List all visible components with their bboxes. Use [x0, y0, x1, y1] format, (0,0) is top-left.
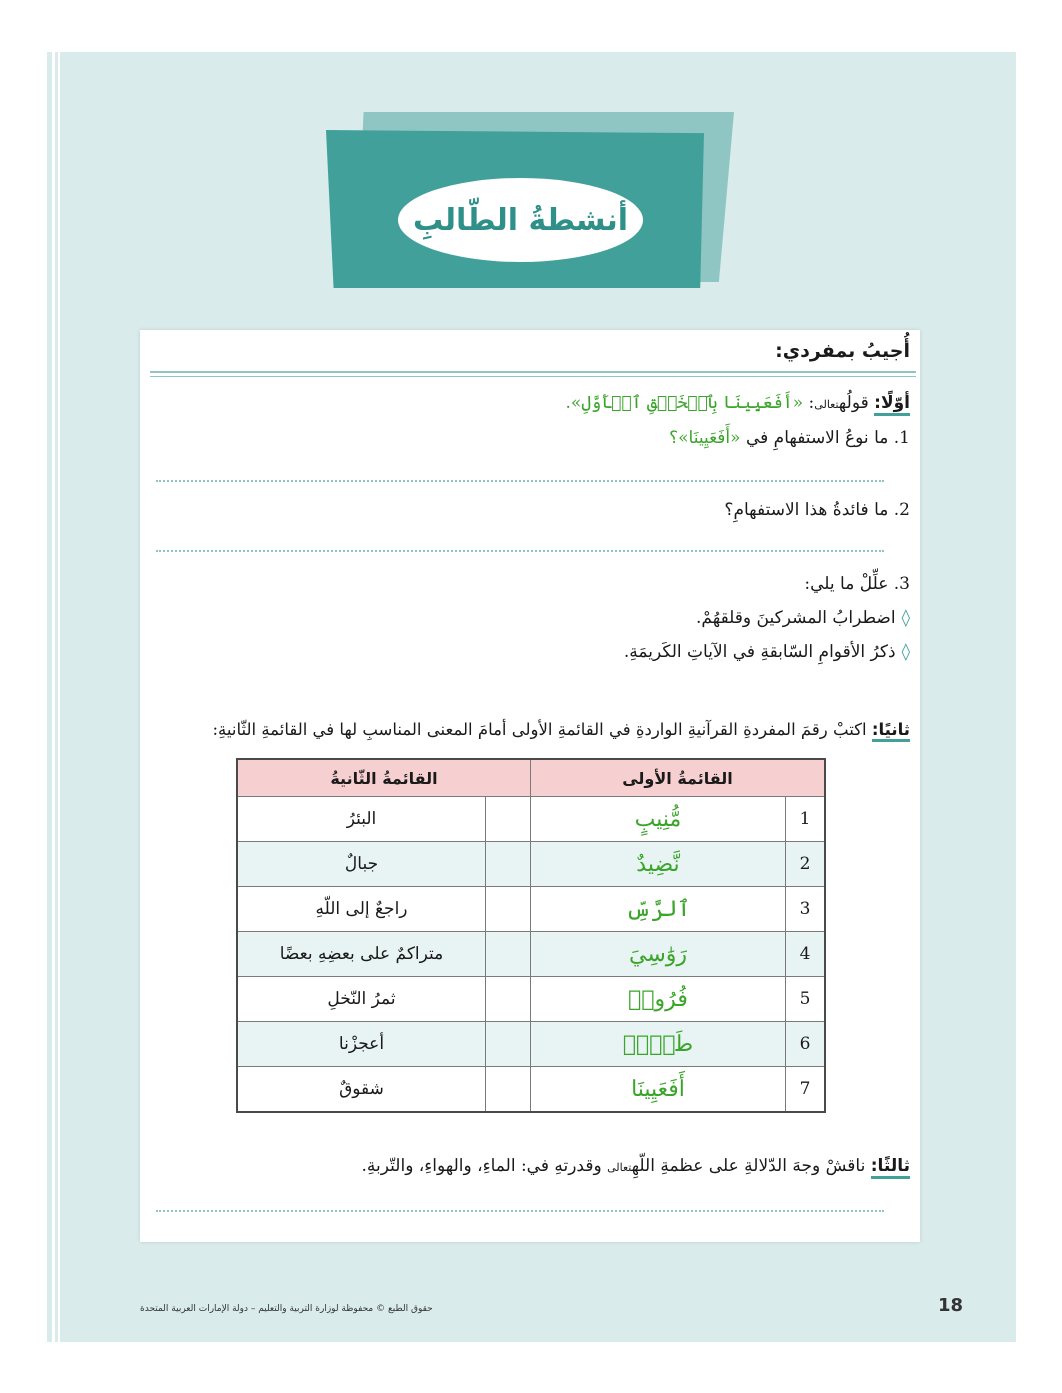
bullet-item: [624, 642, 910, 662]
table-header-list2: القائمةُ الثّانيةُ: [237, 759, 531, 797]
activities-card: [140, 330, 920, 1242]
section3-text-a: ناقشْ وجهَ الدّلالةِ على عظمةِ اللّهِ: [631, 1156, 866, 1176]
meaning: جبالٌ: [237, 842, 486, 887]
row-number: 1: [786, 797, 826, 842]
matching-table: [236, 758, 826, 1113]
answer-cell[interactable]: [486, 977, 531, 1022]
banner-leaf: [398, 178, 643, 262]
bullet-item-text: اضطرابُ المشركينَ وقلقهُمْ.: [696, 608, 896, 628]
bullet-item-text: ذكرُ الأقوامِ السّابقةِ في الآياتِ الكَريمَةِ.: [623, 642, 896, 662]
section1-label: أوّلًا:: [874, 393, 910, 416]
answer-line[interactable]: [156, 550, 884, 552]
section2-label: ثانيًا:: [872, 720, 910, 742]
meaning: البئرُ: [237, 797, 486, 842]
taala-text: تعالى: [607, 1161, 632, 1174]
answer-cell[interactable]: [486, 1067, 531, 1113]
copyright-footer: حقوق الطبع © محفوظة لوزارة التربية والتعليم – دولة الإمارات العربية المتحدة: [140, 1304, 433, 1314]
row-number: 4: [786, 932, 826, 977]
quran-word: نَّضِيدٌ: [531, 842, 786, 887]
meaning: ثمرُ النّخلِ: [237, 977, 486, 1022]
section-heading: أُجيبُ بمفردي:: [775, 340, 910, 362]
row-number: 3: [786, 887, 826, 932]
quran-quote: «أَفَعَيِينَا بِٱلۡخَلۡقِ ٱلۡأَوَّلِ».: [565, 393, 804, 413]
section3-text-b: وقدرتهِ في: الماءِ، والهواءِ، والتّربةِ.: [361, 1156, 602, 1176]
taala-text: تعالى: [814, 398, 839, 411]
quran-word: ٱلرَّسِّ: [531, 887, 786, 932]
answer-cell[interactable]: [486, 1022, 531, 1067]
row-number: 2: [786, 842, 826, 887]
quran-word: فُرُوجٖ: [531, 977, 786, 1022]
question-3: 3. علِّلْ ما يلي:: [804, 574, 910, 594]
meaning: أعجزْنا: [237, 1022, 486, 1067]
heading-divider: [150, 371, 916, 377]
quran-word: رَوَٰسِيَ: [531, 932, 786, 977]
answer-line[interactable]: [156, 1210, 884, 1212]
table-row: [237, 1022, 825, 1067]
table-header-list1: القائمةُ الأولى: [531, 759, 826, 797]
section3-instruction: [362, 1156, 910, 1176]
table-row: [237, 932, 825, 977]
table-row: [237, 977, 825, 1022]
section3-label: ثالثًا:: [871, 1156, 910, 1179]
meaning: شقوقٌ: [237, 1067, 486, 1113]
answer-cell[interactable]: [486, 797, 531, 842]
table-row: [237, 797, 825, 842]
table-row: [237, 842, 825, 887]
page-number: 18: [938, 1295, 964, 1316]
answer-cell[interactable]: [486, 887, 531, 932]
answer-cell[interactable]: [486, 932, 531, 977]
quran-word: مُّنِيبٍ: [531, 797, 786, 842]
question-1-quote: «أَفَعَيِينَا»؟: [669, 428, 741, 448]
meaning: متراكمٌ على بعضِهِ بعضًا: [237, 932, 486, 977]
question-2: 2. ما فائدةُ هذا الاستفهامِ؟: [724, 500, 910, 520]
quran-word: أَفَعَيِينَا: [531, 1067, 786, 1113]
question-1: [669, 428, 910, 448]
diamond-icon: ◊: [901, 642, 910, 662]
page-edge: [47, 52, 52, 1342]
question-1-text: 1. ما نوعُ الاستفهامِ في: [745, 428, 910, 448]
row-number: 6: [786, 1022, 826, 1067]
row-number: 5: [786, 977, 826, 1022]
table-row: [237, 887, 825, 932]
section2-instruction: [213, 720, 911, 739]
answer-cell[interactable]: [486, 842, 531, 887]
section2-text: اكتبْ رقمَ المفردةِ القرآنيةِ الواردةِ في القائمةِ الأولى أمامَ المعنى المناسبِ لها في القائمةِ الثّانيةِ:: [212, 720, 867, 739]
page-edge: [55, 52, 58, 1342]
bullet-item: [696, 608, 910, 628]
section1-intro: أوّلًا: قولُهتعالى: «أَفَعَيِينَا بِٱلۡخَلۡقِ ٱلۡأَوَّلِ».: [565, 392, 910, 413]
quran-word: طَلۡعٞ: [531, 1022, 786, 1067]
diamond-icon: ◊: [901, 608, 910, 628]
answer-line[interactable]: [156, 480, 884, 482]
section1-intro-text: قولُه: [838, 393, 869, 413]
table-row: [237, 1067, 825, 1113]
meaning: راجعٌ إلى اللّهِ: [237, 887, 486, 932]
banner-title: أنشطةُ الطّالبِ: [413, 202, 628, 238]
row-number: 7: [786, 1067, 826, 1113]
